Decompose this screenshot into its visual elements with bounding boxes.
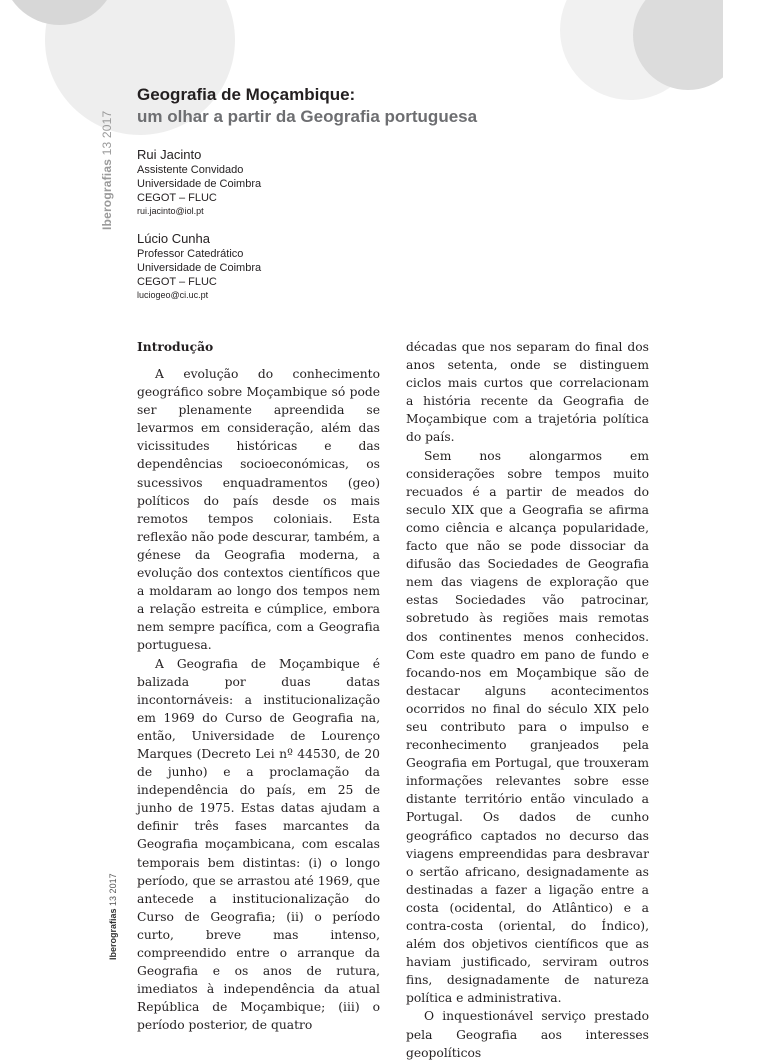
paragraph: A Geografia de Moçambique é balizada por duas datas incontornáveis: a institucionalização em 1969 do Curso de Geografia na, então, Universidade de Lourenço Marques (Decreto Lei nº 44530, de 20 de junho) e a proclamação da independência do país, em 25 de junho de 1975. Estas datas ajudam a definir três fases marcantes da Geografia moçambicana, com escalas temporais bem distintas: (i) o longo período, que se arrastou até 1969, que antecede a institucionalização do Curso de Geografia; (ii) o período curto, breve mas intenso, compreendido entre o arranque da Geografia e os anos de rutura, imediatos à independência da atual República de Moçambique; (iii) o período posterior, de quatro <box>137 656 380 1033</box>
text-column-left <box>137 338 380 1034</box>
section-heading: Introdução <box>137 339 214 354</box>
author-email[interactable]: luciogeo@ci.uc.pt <box>137 290 209 300</box>
article-title: Geografia de Moçambique: <box>137 85 356 104</box>
paragraph: Sem nos alongarmos em considerações sobre tempos muito recuados é a partir de meados do seculo XIX que a Geografia se afirma como ciência e alcança popularidade, facto que não se pode dissociar da difusão das Sociedades de Geografia nem das viagens de exploração que estas Sociedades vão patrocinar, sobretudo às regiões mais remotas dos continentes menos conhecidos. Com este quadro em pano de fundo e focando-nos em Moçambique são de destacar alguns acontecimentos ocorridos no final do século XIX pelo seu contributo para o impulso e reconhecimento granjeados pela Geografia em Portugal, que trouxeram informações relevantes sobre esse distante território então vinculado a Portugal. Os dados de cunho geográfico captados no decurso das viagens empreendidas para desbravar o sertão africano, designadamente as destinadas a fazer a ligação entre a costa (ocidental, do Atlântico) e a contra-costa (oriental, do Índico), além dos objetivos científicos que as haviam justificado, serviram outros fins, designadamente de natureza política e administrativa. <box>406 448 649 1006</box>
author-email[interactable]: rui.jacinto@iol.pt <box>137 206 204 216</box>
journal-brand: Iberografias <box>100 158 114 230</box>
text-column-right <box>406 338 649 1062</box>
author-role: Assistente Convidado <box>137 164 244 176</box>
paragraph: A evolução do conhecimento geográfico sobre Moçambique só pode ser plenamente apreendida se levarmos em consideração, além das vicissitudes históricas e das dependências socioeconómicas, os sucessivos enquadramentos (geo) políticos do país desde os mais remotos tempos coloniais. Esta reflexão não pode descurar, também, a génese da Geografia moderna, a evolução dos contextos científicos que a moldaram ao longo dos tempos nem a relação estreita e cúmplice, embora nem sempre pacífica, com a Geografia portuguesa. <box>137 367 380 653</box>
journal-volume-footer: 13 2017 <box>108 873 118 906</box>
author-name: Lúcio Cunha <box>137 231 210 246</box>
running-head-top <box>100 111 114 230</box>
author-role: Professor Catedrático <box>137 248 244 260</box>
article-subtitle: um olhar a partir da Geografia portuguesa <box>137 107 478 126</box>
journal-volume: 13 2017 <box>100 110 114 156</box>
author-institution: Universidade de Coimbra <box>137 178 262 190</box>
paragraph: O inquestionável serviço prestado pela Geografia aos interesses geopolíticos <box>406 1009 649 1060</box>
right-margin <box>723 0 768 1024</box>
author-block-2 <box>137 230 261 301</box>
author-name: Rui Jacinto <box>137 147 202 162</box>
author-institution: Universidade de Coimbra <box>137 262 262 274</box>
paragraph: décadas que nos separam do final dos anos setenta, onde se distinguem ciclos mais curtos que correlacionam a história recente da Geografia de Moçambique com a trajetória política do país. <box>406 340 649 445</box>
journal-brand-footer: Iberografias <box>108 908 118 960</box>
author-block-1 <box>137 146 261 217</box>
author-unit: CEGOT – FLUC <box>137 276 217 288</box>
author-unit: CEGOT – FLUC <box>137 192 217 204</box>
running-head-bottom <box>108 873 118 960</box>
